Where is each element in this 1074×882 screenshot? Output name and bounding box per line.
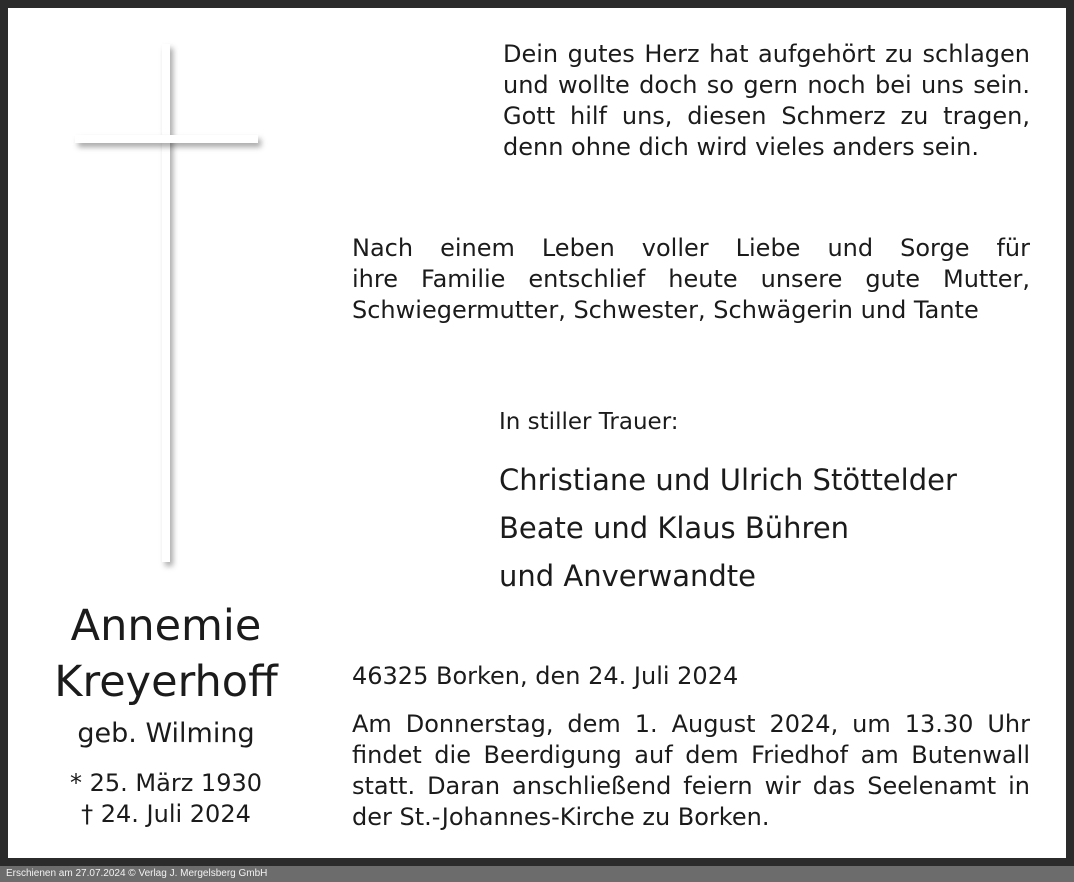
funeral-info xyxy=(352,709,1030,833)
poem-line: Dein gutes Herz hat aufgehört zu schlagen xyxy=(503,40,1030,68)
birth-date: * 25. März 1930 xyxy=(69,769,262,797)
mourner-name: Christiane und Ulrich Stöttelder xyxy=(499,463,957,497)
poem-line: denn ohne dich wird vieles anders sein. xyxy=(503,133,979,161)
poem xyxy=(503,39,1030,163)
mourner-name: Beate und Klaus Bühren xyxy=(499,511,850,545)
intro-text xyxy=(352,233,1030,326)
intro-line: ihre Familie entschlief heute unsere gute Mutter, xyxy=(352,265,1030,293)
poem-line: Gott hilf uns, diesen Schmerz zu tragen, xyxy=(503,102,1030,130)
funeral-line: findet die Beerdigung auf dem Friedhof am Butenwall xyxy=(352,741,1030,769)
place-date: 46325 Borken, den 24. Juli 2024 xyxy=(352,662,739,690)
funeral-line: Am Donnerstag, dem 1. August 2024, um 13.30 Uhr xyxy=(352,710,1030,738)
life-dates xyxy=(20,768,312,830)
cross-vertical-bar xyxy=(162,44,170,562)
deceased-last-name: Kreyerhoff xyxy=(54,657,278,707)
funeral-line: der St.-Johannes-Kirche zu Borken. xyxy=(352,803,770,831)
intro-line: Schwiegermutter, Schwester, Schwägerin und Tante xyxy=(352,296,979,324)
maiden-name: geb. Wilming xyxy=(77,718,255,749)
deceased-name xyxy=(20,598,312,710)
mourning-label: In stiller Trauer: xyxy=(499,409,679,435)
intro-line: Nach einem Leben voller Liebe und Sorge für xyxy=(352,234,1030,262)
publication-footer: Erschienen am 27.07.2024 © Verlag J. Mergelsberg GmbH xyxy=(0,866,1074,882)
cross-horizontal-bar xyxy=(75,135,258,143)
mourners-list xyxy=(499,456,957,600)
mourner-name: und Anverwandte xyxy=(499,559,757,593)
death-date: † 24. Juli 2024 xyxy=(81,800,251,828)
deceased-first-name: Annemie xyxy=(70,601,262,651)
poem-line: und wollte doch so gern noch bei uns sein. xyxy=(503,71,1030,99)
funeral-line: statt. Daran anschließend feiern wir das Seelenamt in xyxy=(352,772,1030,800)
